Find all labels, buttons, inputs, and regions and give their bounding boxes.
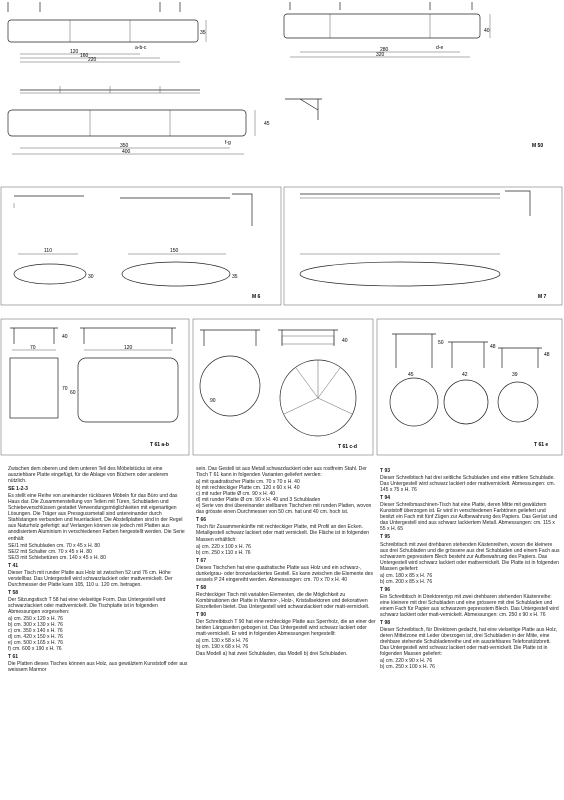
dim-right-1: 320 <box>376 52 385 58</box>
paragraph: Dieser Schreibmaschinen-Tisch hat eine Platte, deren Mitte mit gewälztem Kunststoff überzogen ist. Er wird in verschiedenen Farbtönen geliefert und besitzt ein Fach mit fünf Zügen zur Aufbewahrung des Papiers. Das Gerüst und das Untergestell sind aus schwarz lackiertem Metall. Abmessungen: cm. 115 x 55 x H. 65 <box>380 502 558 533</box>
ab-dim-5: 60 <box>70 390 76 396</box>
text-column-1 <box>8 466 188 800</box>
table-drawings <box>0 318 564 458</box>
section-heading: SE 1-2-3 <box>8 486 28 493</box>
t61-cd <box>200 330 357 450</box>
depth-wide: 45 <box>264 121 270 127</box>
paragraph: Dieser Tisch mit runder Platte aus Holz ist zwischen 52 und 76 cm. Höhe verstellbar. Das Untergestell wird schwarzlackiert oder mattvernickelt. Der Durchmesser der Platte kann 105, 110 u. 120 cm. betragen. <box>8 569 173 588</box>
shelf-drawings-svg <box>0 0 564 172</box>
paragraph: Das Modell a) hat zwei Schubladen, das Modell b) drei Schubladen. <box>196 651 348 658</box>
section-heading: T 58 <box>8 589 19 596</box>
paragraph: a) cm. 220 x 100 x H. 76 b) cm. 250 x 110 x H. 76 <box>196 543 251 556</box>
paragraph: Zwischen dem oberen und dem unteren Teil des Möbelstücks ist eine ausziehbare Platte eingefügt, für die Ablage von Büchern oder anderem nützlich. <box>8 466 169 485</box>
middle-drawings <box>0 186 564 308</box>
ab-dim-1: 120 <box>124 345 133 351</box>
paragraph: sein. Das Gestell ist aus Metall schwarzlackiert oder aus rostfreim Stahl. Der Tisch T 61 kann in folgenden Varianten geliefert werden: <box>196 466 367 479</box>
paragraph: Es stellt eine Reihe von aneinander rückbaren Möbeln für das Büro und das Haus dar. Die Zusammenstellung von Teilen mit Türen, Schubladen und Schiebeverschlüssen gestattet Verwendungsmöglichkeiten mit eigenartigen Lösungen. Die Träger aus Pressgussmetall sind untereinander durch Stahlstangen verbunden und feuerlackiert. Die Abstellplatten sind in der Regel aus Naturholz gefertigt: auf Verlangen können sie jedoch mit Platten aus anodisiertem Aluminium in verschiedenen Farben hergestellt werden. Die Serie enthält: <box>8 493 185 542</box>
ab-dim-4: 40 <box>62 334 68 340</box>
t61-e <box>390 334 550 448</box>
t61-svg <box>0 318 564 458</box>
dim-left-1: 160 <box>80 53 89 59</box>
paragraph: Tisch für Zusammenkünfte mit rechteckiger Platte, mit Profil an den Ecken. Metallgestell schwarz lackiert oder matt vernickelt. Die Fläche ist in folgenden Massen erhältlich: <box>196 524 370 543</box>
e-tag: T 61 e <box>534 442 549 448</box>
cd-dim-1: 90 <box>210 398 216 404</box>
dim-left-2: 220 <box>88 57 97 63</box>
section-heading: T 94 <box>380 495 391 502</box>
section-heading: T 68 <box>196 584 207 591</box>
m6-dim-0: 110 <box>44 248 52 254</box>
paragraph: SE/1 mit Schubladen cm. 70 x 45 x H. 80 SE/2 mit Schalter cm. 70 x 45 x H. 80 SE/3 mit Schiebetüren cm. 140 x 45 x H. 80 <box>8 542 106 561</box>
dim-right-0: 280 <box>380 47 389 53</box>
m6-drawing <box>14 194 261 300</box>
e-dim-1: 48 <box>490 344 496 350</box>
section-heading: T 95 <box>380 534 391 541</box>
shelf-right-front <box>284 2 490 58</box>
e-dim-5: 39 <box>512 372 518 378</box>
ab-tag: T 61 a-b <box>150 442 169 448</box>
model-tag-m50: M 50 <box>532 143 544 149</box>
cd-dim-0: 40 <box>342 338 348 344</box>
paragraph: Ein Schreibtisch in Direktorentyp mit zwei drehbaren stehenden Kästenreihe: eine kleinere mit drei Schubladen und eine grössere mit drei Schubladen und einem Fach für Papier aus schwarzem gepresstem Blech. Das Untergestell wird schwarz lackiert oder matt-vernickelt. Abmessungen: cm. 250 x 90 x H. 76 <box>380 593 559 619</box>
dim-left-0: 120 <box>70 49 79 55</box>
shelf-wide-front <box>8 86 543 155</box>
section-heading: T 61 <box>8 654 19 661</box>
label-right: d-e <box>436 45 444 51</box>
ab-dim-3: 70 <box>62 386 68 392</box>
section-heading: T 93 <box>380 468 391 474</box>
paragraph: a) cm. 250 x 120 x H. 76 b) cm. 300 x 130 x H. 76 c) cm. 350 x 140 x H. 76 d) cm. 420 x 150 x H. 76 e) cm. 500 x 165 x H. 76 f) cm. 600 x 190 x H. 76 <box>8 616 63 653</box>
paragraph: Die Platten dieses Tisches können aus Holz, aus gewälztem Kunststoff oder aus weissem Marmor <box>8 661 188 674</box>
paragraph: a) cm. 180 x 85 x H. 76 b) cm. 200 x 85 x H. 76 <box>380 572 433 585</box>
t61-ab <box>10 328 178 448</box>
shelf-left-front <box>8 2 206 63</box>
paragraph: Rechteckiger Tisch mit variablen Elementen, die die Möglichkeit zu Kombinationen der Platte in Marmor-, Holz-, Kristallsektoren und dekorativen Einzelteilen bietet. Das Untergestell wird schwarzlackiert oder matt-vernickelt. <box>196 591 370 610</box>
m7-tag: M 7 <box>538 294 547 300</box>
m7-drawing <box>300 191 547 300</box>
e-dim-0: 50 <box>438 340 444 346</box>
m6-dim-1: 150 <box>170 248 179 254</box>
paragraph: a) mit quadratischer Platte cm. 70 x 70 x H. 40 b) mit rechteckiger Platte cm. 120 x 60 x H. 40 c) mit ruder Platte Ø cm. 90 x H. 40 d) mit runder Platte Ø cm. 90 x H. 40 und 3 Schubladen e) Serie von drei übereinander stellbaren Tischchen mit runden Platten, wovon das grösste einen Durchmesser von 50 cm. hat und 40 cm. hoch ist. <box>196 479 372 516</box>
m6-m7-svg <box>0 186 564 308</box>
ab-dim-0: 70 <box>30 345 36 351</box>
paragraph: a) cm. 130 x 58 x H. 76 b) cm. 190 x 68 x H. 76 <box>196 638 249 651</box>
dim-wide-0: 350 <box>120 143 129 149</box>
section-heading: T 67 <box>196 557 207 564</box>
label-wide: f-g <box>225 140 231 146</box>
m6-tag: M 6 <box>252 294 261 300</box>
depth-left: 35 <box>200 30 206 36</box>
paragraph: Dieser Schreibtisch, für Direktoren gedacht, hat eine vielseitige Platte aus Holz, deren Mittelzone mit Leder überzogen ist, drei Schubladen in der Mitte, eine drehbare stehende Schubladenreihe und ein ausziehbares Telefonstützbrett. Das Untergestell wird schwarz lackiert oder matt-vernickelt. Die Platte ist in folgenden Massen geliefert: <box>380 627 558 658</box>
dim-wide-1: 400 <box>122 149 131 155</box>
section-heading: T 98 <box>380 620 391 627</box>
m6-depth-a: 30 <box>88 274 94 280</box>
section-heading: T 41 <box>8 562 19 569</box>
section-heading: T 96 <box>380 586 391 593</box>
depth-right: 40 <box>484 28 490 34</box>
label-left: a-b-c <box>135 45 147 51</box>
paragraph: Der Schreibtisch T 90 hat eine rechteckige Platte aus Sperrholz, die an einer der beiden Längsseiten gebogen ist. Das Untergestell wird schwarz lackiert oder matt-vernickelt. Er wird in folgenden Abmessungen hergestellt: <box>196 619 376 638</box>
text-column-3 <box>380 466 560 800</box>
paragraph: Dieser Schreibtisch hat drei seitliche Schubladen und eine mittlere Schublade. Das Untergestell wird schwarz lackiert oder mattvernickelt. Abmessungen: cm. 145 x 75 x H. 76 <box>380 475 556 494</box>
cd-tag: T 61 c-d <box>338 444 357 450</box>
e-dim-2: 48 <box>544 352 550 358</box>
paragraph: Schreibtisch mit zwei drehbaren stehenden Kästenreihen, wovon die kleinere aus drei Schubladen und die grössere aus drei Schubladen und einem Fach aus schwarzem gepresstem Blech besteht zur Aufbewahrung des Papiers. Das Untergestell wird schwarz lackiert oder mattvernickelt. Die Platte ist in folgenden Massen geliefert: <box>380 541 560 572</box>
section-heading: T 90 <box>196 612 207 619</box>
paragraph: Dieses Tischchen hat eine quadratische Platte aus Holz und ein schwarz-, dunkelgrau- oder bronzelackiertes Gestell. Es kann zwischen die Elemente des sessels P 24 eingereiht werden. Abmessungen: cm. 70 x 70 x H. 40 <box>196 564 374 583</box>
paragraph: Der Sitzungstisch T 58 hat eine vielseitige Form. Das Untergestell wird schwarzlackiert oder mattvernickelt. Die Tischplatte ist in folgenden Abmessungen vorgesehen: <box>8 596 166 616</box>
paragraph: a) cm. 220 x 90 x H. 76 b) cm. 250 x 100 x H. 76 <box>380 658 435 671</box>
e-dim-3: 45 <box>408 372 414 378</box>
m6-depth-b: 35 <box>232 274 238 280</box>
e-dim-4: 42 <box>462 372 468 378</box>
section-heading: T 66 <box>196 517 207 524</box>
top-drawings <box>0 0 564 172</box>
text-column-2 <box>196 466 376 800</box>
